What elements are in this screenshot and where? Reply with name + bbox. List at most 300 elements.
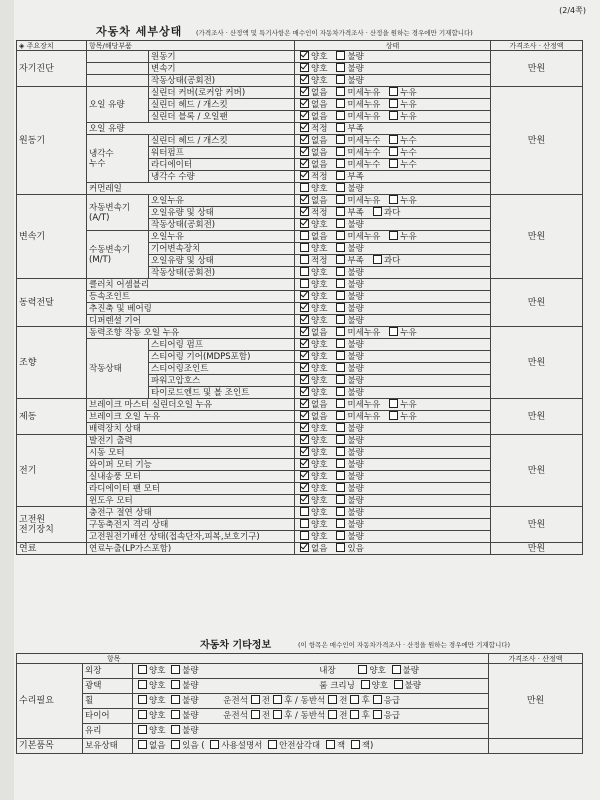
checkbox-unchecked[interactable] [389,327,398,336]
checkbox-checked[interactable] [300,219,309,228]
checkbox-unchecked[interactable] [336,447,345,456]
state-cell [295,531,491,543]
option-label: 양호 [311,364,328,374]
option-label: 없음 [311,88,328,98]
checkbox-r4-prear[interactable] [350,710,359,719]
checkbox-r5-bad[interactable] [171,725,180,734]
checkbox-r1b-bad[interactable] [392,665,401,674]
col-state: 상태 [295,41,491,51]
option-label: 불량 [347,532,364,542]
state-cell [295,423,491,435]
option-label: 부족 [347,172,364,182]
option-label: 양호 [311,76,328,86]
state-cell [295,183,491,195]
option-label: 부족 [347,208,364,218]
state-cell [295,75,491,87]
option-label: 없음 [311,136,328,146]
state-cell [295,375,491,387]
checkbox-unchecked[interactable] [336,339,345,348]
checkbox-unchecked[interactable] [300,255,309,264]
state-cell [295,267,491,279]
checkbox-checked[interactable] [300,111,309,120]
state-cell [295,243,491,255]
part-cell: 기어변속장치 [149,243,295,255]
checkbox-checked[interactable] [300,411,309,420]
checkbox-r3-prear[interactable] [350,695,359,704]
checkbox-checked[interactable] [300,207,309,216]
checkbox-checked[interactable] [300,375,309,384]
item-cell: 클러치 어셈블리 [87,279,295,291]
checkbox-unchecked[interactable] [300,519,309,528]
part-cell: 실린더 커버(로커암 커버) [149,87,295,99]
option-label: 미세누수 [347,160,381,170]
checkbox-checked[interactable] [300,435,309,444]
state-cell [295,63,491,75]
option-label: 양호 [311,472,328,482]
checkbox-checked[interactable] [300,495,309,504]
status-row [17,279,583,291]
state-cell [295,327,491,339]
option-label: 미세누유 [347,232,381,242]
checkbox-checked[interactable] [300,147,309,156]
checkbox-unchecked[interactable] [336,291,345,300]
checkbox-r4-bad[interactable] [171,710,180,719]
checkbox-checked[interactable] [300,171,309,180]
state-cell [295,495,491,507]
option-label: 불량 [347,364,364,374]
category-cell: 자기진단 [17,51,87,87]
checkbox-unchecked[interactable] [336,399,345,408]
price-cell: 만원 [491,507,583,543]
checkbox-checked[interactable] [300,339,309,348]
part-cell: 원동기 [149,51,295,63]
state-cell [295,459,491,471]
option-label: 적정 [311,256,328,266]
option-label: 없음 [311,100,328,110]
item-cell: 와이퍼 모터 기능 [87,459,295,471]
r2-label: 광택 [83,679,133,694]
state-cell [295,471,491,483]
option-label: 미세누수 [347,136,381,146]
cat-basic: 기본품목 [17,739,83,754]
checkbox-unchecked[interactable] [336,495,345,504]
part-cell: 워터펌프 [149,147,295,159]
col-item: 항목/해당부품 [87,41,295,51]
option-label: 불량 [347,184,364,194]
checkbox-r1b-ok[interactable] [358,665,367,674]
cat-repair: 수리필요 [17,664,83,739]
state-cell [295,303,491,315]
state-cell [295,339,491,351]
col-price2: 가격조사 · 산정액 [489,654,583,664]
part-cell: 작동상태(공회전) [149,267,295,279]
state-cell [295,87,491,99]
option-label: 불량 [347,388,364,398]
part-cell: 스티어링조인트 [149,363,295,375]
option-label: 적정 [311,208,328,218]
category-cell: 연료 [17,543,87,555]
checkbox-unchecked[interactable] [336,519,345,528]
option-label: 없음 [311,412,328,422]
option-label: 불량 [347,292,364,302]
option-label: 양호 [311,184,328,194]
checkbox-unchecked[interactable] [336,195,345,204]
status-row [17,327,583,339]
checkbox-unchecked[interactable] [336,135,345,144]
part-cell: 오일유량 및 상태 [149,207,295,219]
option-label: 미세누유 [347,112,381,122]
item-cell: 윈도우 모터 [87,495,295,507]
option-label: 부족 [347,256,364,266]
subgroup-cell: 냉각수 누수 [87,135,149,183]
checkbox-r5-ok[interactable] [138,725,147,734]
checkbox-unchecked[interactable] [336,255,345,264]
other-info-table [16,653,583,754]
checkbox-unchecked[interactable] [336,63,345,72]
option-label: 불량 [347,244,364,254]
subgroup-cell [87,63,149,75]
checkbox-checked[interactable] [300,387,309,396]
checkbox-r4-spare[interactable] [373,710,382,719]
checkbox-unchecked[interactable] [373,207,382,216]
item-cell: 커먼레일 [87,183,295,195]
checkbox-checked[interactable] [300,51,309,60]
item-cell: 충전구 절연 상태 [87,507,295,519]
part-cell: 타이로드엔드 및 볼 조인트 [149,387,295,399]
subgroup-cell [87,75,149,87]
checkbox-r2-bad[interactable] [171,680,180,689]
option-label: 부족 [347,124,364,134]
checkbox-unchecked[interactable] [389,87,398,96]
state-cell [295,351,491,363]
checkbox-r3-pfront[interactable] [328,695,337,704]
category-cell: 동력전달 [17,279,87,327]
checkbox-unchecked[interactable] [336,75,345,84]
checkbox-unchecked[interactable] [300,531,309,540]
r2-opts: 양호 불량 룸 크리닝 양호 불량 [133,679,489,694]
part-cell: 오일유량 및 상태 [149,255,295,267]
checkbox-unchecked[interactable] [373,255,382,264]
status-row [17,399,583,411]
category-cell: 고전원 전기장치 [17,507,87,543]
checkbox-unchecked[interactable] [389,195,398,204]
checkbox-unchecked[interactable] [389,231,398,240]
checkbox-r6-have[interactable] [171,740,180,749]
option-label: 불량 [347,460,364,470]
option-label: 없음 [311,232,328,242]
checkbox-unchecked[interactable] [336,279,345,288]
part-cell: 실린더 헤드 / 개스킷 [149,135,295,147]
subgroup-cell: 수동변속기 (M/T) [87,231,149,279]
section2-note: (이 항목은 매수인이 자동차가격조사 · 산정을 원하는 경우에만 기재합니다) [298,641,511,649]
checkbox-unchecked[interactable] [336,219,345,228]
checkbox-checked[interactable] [300,483,309,492]
option-label: 누유 [400,232,417,242]
option-label: 과다 [383,256,401,266]
checkbox-unchecked[interactable] [336,267,345,276]
option-label: 누유 [400,112,417,122]
checkbox-unchecked[interactable] [389,99,398,108]
option-label: 양호 [311,352,328,362]
checkbox-unchecked[interactable] [336,171,345,180]
part-cell: 파워고압호스 [149,375,295,387]
checkbox-r6-none[interactable] [138,740,147,749]
checkbox-checked[interactable] [300,327,309,336]
checkbox-r3-spare[interactable] [373,695,382,704]
checkbox-r2-ok[interactable] [138,680,147,689]
checkbox-checked[interactable] [300,459,309,468]
checkbox-unchecked[interactable] [336,327,345,336]
checkbox-unchecked[interactable] [336,183,345,192]
item-cell: 발전기 출력 [87,435,295,447]
checkbox-checked[interactable] [300,471,309,480]
checkbox-r1-bad[interactable] [171,665,180,674]
section1-title: 자동차 세부상태 [96,25,183,38]
state-cell [295,279,491,291]
option-label: 누유 [400,328,417,338]
price-cell: 만원 [491,87,583,195]
state-cell [295,507,491,519]
checkbox-unchecked[interactable] [336,459,345,468]
checkbox-r3-rear[interactable] [273,695,282,704]
option-label: 과다 [383,208,401,218]
state-cell [295,315,491,327]
checkbox-r3-bad[interactable] [171,695,180,704]
checkbox-checked[interactable] [300,159,309,168]
option-label: 양호 [311,52,328,62]
checkbox-unchecked[interactable] [336,303,345,312]
option-label: 양호 [311,268,328,278]
option-label: 양호 [311,496,328,506]
checkbox-unchecked[interactable] [336,411,345,420]
checkbox-unchecked[interactable] [300,243,309,252]
option-label: 누유 [400,88,417,98]
status-row [17,543,583,555]
checkbox-r3-ok[interactable] [138,695,147,704]
state-cell [295,111,491,123]
checkbox-unchecked[interactable] [336,375,345,384]
checkbox-checked[interactable] [300,135,309,144]
part-cell: 실린더 블록 / 오일팬 [149,111,295,123]
option-label: 양호 [311,292,328,302]
checkbox-r3-front[interactable] [251,695,260,704]
subgroup-cell [87,51,149,63]
state-cell [295,387,491,399]
checkbox-unchecked[interactable] [336,435,345,444]
option-label: 없음 [311,160,328,170]
detail-status-table [16,40,583,555]
checkbox-unchecked[interactable] [336,243,345,252]
option-label: 불량 [347,508,364,518]
checkbox-unchecked[interactable] [336,87,345,96]
r1-label: 외장 [83,664,133,679]
checkbox-unchecked[interactable] [300,231,309,240]
checkbox-r4-rear[interactable] [273,710,282,719]
option-label: 누유 [400,400,417,410]
checkbox-unchecked[interactable] [336,423,345,432]
status-row [17,51,583,63]
state-cell [295,543,491,555]
checkbox-unchecked[interactable] [300,507,309,516]
option-label: 양호 [311,484,328,494]
r5-opts: 양호 불량 [133,724,489,739]
checkbox-r2b-bad[interactable] [394,680,403,689]
checkbox-r6-jack[interactable] [326,740,335,749]
option-label: 없음 [311,112,328,122]
checkbox-checked[interactable] [300,315,309,324]
part-cell: 작동상태(공회전) [149,219,295,231]
checkbox-checked[interactable] [300,303,309,312]
state-cell [295,123,491,135]
item-cell: 오일 유량 [87,123,295,135]
checkbox-r4-front[interactable] [251,710,260,719]
option-label: 불량 [347,424,364,434]
option-label: 양호 [311,340,328,350]
checkbox-checked[interactable] [300,543,309,552]
item-cell: 브레이크 마스터 실린더오일 누유 [87,399,295,411]
state-cell [295,399,491,411]
option-label: 누유 [400,100,417,110]
item-cell: 브레이크 오일 누유 [87,411,295,423]
option-label: 불량 [347,376,364,386]
checkbox-unchecked[interactable] [300,183,309,192]
r3-opts: 양호 불량 운전석 전 후 / 동반석 전 후 응급 [133,694,489,709]
checkbox-unchecked[interactable] [389,411,398,420]
option-label: 양호 [311,424,328,434]
part-cell: 오일누유 [149,231,295,243]
checkbox-unchecked[interactable] [336,483,345,492]
option-label: 누수 [400,160,417,170]
option-label: 불량 [347,316,364,326]
checkbox-checked[interactable] [300,291,309,300]
checkbox-r6-manual[interactable] [210,740,219,749]
checkbox-unchecked[interactable] [336,231,345,240]
option-label: 불량 [347,520,364,530]
item-cell: 동력조향 작동 오일 누유 [87,327,295,339]
checkbox-unchecked[interactable] [389,111,398,120]
checkbox-r6-spanner[interactable] [351,740,360,749]
checkbox-r2b-ok[interactable] [361,680,370,689]
checkbox-unchecked[interactable] [389,147,398,156]
option-label: 양호 [311,388,328,398]
checkbox-unchecked[interactable] [336,51,345,60]
subgroup-cell: 작동상태 [87,339,149,399]
state-cell [295,159,491,171]
checkbox-checked[interactable] [300,87,309,96]
checkbox-unchecked[interactable] [336,147,345,156]
price-cell: 만원 [491,543,583,555]
r2b-label: 룸 크리닝 [319,680,355,691]
checkbox-checked[interactable] [300,399,309,408]
option-label: 있음 [347,544,364,554]
checkbox-checked[interactable] [300,123,309,132]
checkbox-unchecked[interactable] [300,279,309,288]
checkbox-r1-ok[interactable] [138,665,147,674]
option-label: 누수 [400,148,417,158]
checkbox-checked[interactable] [300,99,309,108]
option-label: 없음 [311,328,328,338]
checkbox-unchecked[interactable] [336,159,345,168]
state-cell [295,231,491,243]
checkbox-unchecked[interactable] [336,471,345,480]
r4-label: 타이어 [83,709,133,724]
state-cell [295,99,491,111]
option-label: 불량 [347,436,364,446]
checkbox-unchecked[interactable] [336,123,345,132]
checkbox-unchecked[interactable] [389,135,398,144]
checkbox-unchecked[interactable] [336,507,345,516]
option-label: 양호 [311,520,328,530]
checkbox-unchecked[interactable] [389,159,398,168]
option-label: 불량 [347,64,364,74]
option-label: 양호 [311,244,328,254]
checkbox-checked[interactable] [300,75,309,84]
checkbox-checked[interactable] [300,423,309,432]
price-repair: 만원 [489,664,583,739]
checkbox-unchecked[interactable] [336,111,345,120]
checkbox-unchecked[interactable] [300,267,309,276]
checkbox-unchecked[interactable] [336,99,345,108]
option-label: 없음 [311,148,328,158]
price-cell: 만원 [491,327,583,399]
option-label: 양호 [311,460,328,470]
checkbox-checked[interactable] [300,63,309,72]
part-cell: 변속기 [149,63,295,75]
checkbox-r6-triangle[interactable] [268,740,277,749]
r1b-label: 내장 [319,665,336,676]
item-cell: 구동축전지 격리 상태 [87,519,295,531]
checkbox-checked[interactable] [300,195,309,204]
item-cell: 고전원전기배선 상태(접속단자,피복,보호기구) [87,531,295,543]
category-cell: 원동기 [17,87,87,195]
option-label: 불량 [347,484,364,494]
status-row [17,87,583,99]
option-label: 누유 [400,196,417,206]
state-cell [295,435,491,447]
r5-label: 유리 [83,724,133,739]
option-label: 불량 [347,496,364,506]
checkbox-r4-pfront[interactable] [328,710,337,719]
checkbox-unchecked[interactable] [336,315,345,324]
checkbox-unchecked[interactable] [336,543,345,552]
option-label: 불량 [347,52,364,62]
part-cell: 스티어링 기어(MDPS포함) [149,351,295,363]
state-cell [295,147,491,159]
part-cell: 라디에이터 [149,159,295,171]
price-cell: 만원 [491,435,583,507]
col-major: ◈ 주요장치 [17,41,87,51]
checkbox-unchecked[interactable] [336,531,345,540]
option-label: 미세누유 [347,100,381,110]
checkbox-unchecked[interactable] [336,351,345,360]
item-cell: 추진축 및 베어링 [87,303,295,315]
item-cell: 시동 모터 [87,447,295,459]
checkbox-r4-ok[interactable] [138,710,147,719]
checkbox-checked[interactable] [300,363,309,372]
checkbox-checked[interactable] [300,447,309,456]
state-cell [295,195,491,207]
option-label: 없음 [311,544,328,554]
option-label: 양호 [311,508,328,518]
checkbox-unchecked[interactable] [336,207,345,216]
item-cell: 연료누출(LP가스포함) [87,543,295,555]
checkbox-unchecked[interactable] [389,399,398,408]
state-cell [295,519,491,531]
checkbox-unchecked[interactable] [336,387,345,396]
checkbox-unchecked[interactable] [336,363,345,372]
checkbox-checked[interactable] [300,351,309,360]
option-label: 없음 [311,400,328,410]
